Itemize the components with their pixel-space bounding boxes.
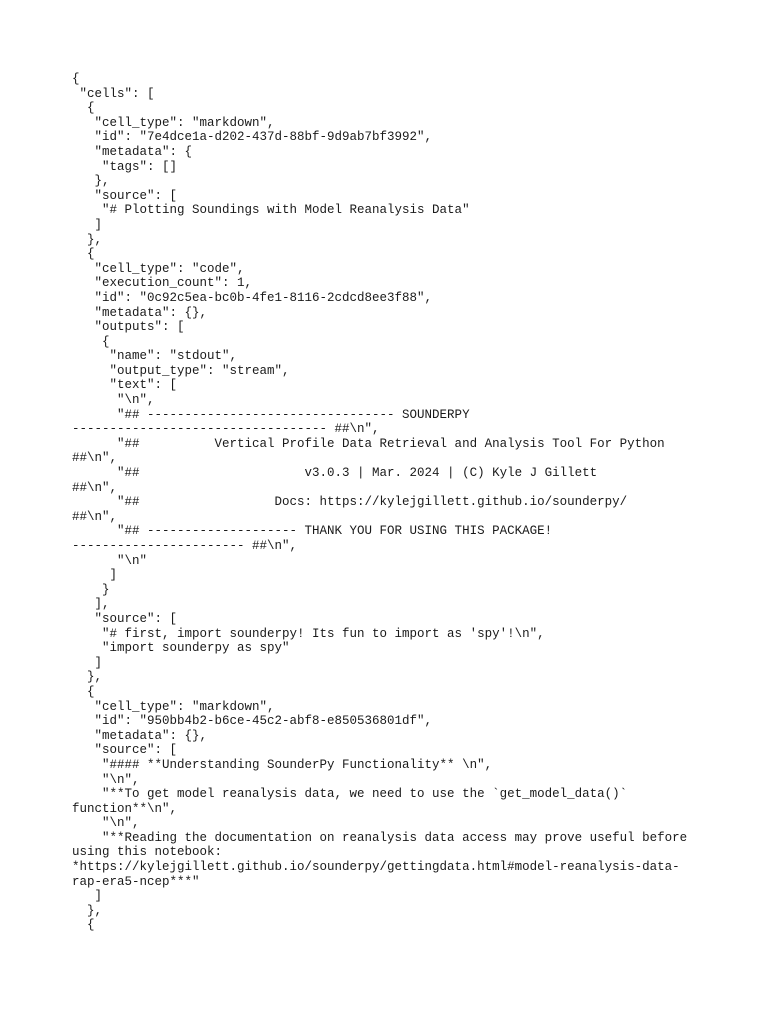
code-line: "name": "stdout", — [72, 349, 238, 364]
code-line: "text": [ — [72, 378, 178, 393]
code-line: { — [72, 101, 95, 116]
code-line: rap-era5-ncep***" — [72, 874, 200, 889]
code-line: "id": "7e4dce1a-d202-437d-88bf-9d9ab7bf3992", — [72, 130, 433, 145]
code-line: "metadata": {}, — [72, 305, 208, 320]
code-line: ] — [72, 217, 103, 232]
code-line: "id": "0c92c5ea-bc0b-4fe1-8116-2cdcd8ee3f88", — [72, 290, 433, 305]
code-line: }, — [72, 670, 103, 685]
code-line: "## -------------------- THANK YOU FOR USING THIS PACKAGE! — [72, 524, 553, 539]
code-line: "cells": [ — [72, 86, 155, 101]
code-line: "\n", — [72, 393, 155, 408]
code-line: "output_type": "stream", — [72, 363, 290, 378]
code-line: "\n", — [72, 816, 140, 831]
code-line: "id": "950bb4b2-b6ce-45c2-abf8-e850536801df", — [72, 714, 433, 729]
code-line: "cell_type": "markdown", — [72, 699, 275, 714]
code-line: ##\n", — [72, 509, 118, 524]
code-line: }, — [72, 174, 110, 189]
code-line: "source": [ — [72, 611, 178, 626]
code-line: }, — [72, 232, 103, 247]
code-line: "tags": [] — [72, 159, 178, 174]
code-line: { — [72, 72, 80, 86]
code-line: "cell_type": "markdown", — [72, 115, 275, 130]
code-line: { — [72, 247, 95, 262]
code-line: "## Docs: https://kylejgillett.github.io/sounderpy/ — [72, 495, 628, 510]
code-line: "## v3.0.3 | Mar. 2024 | (C) Kyle J Gillett — [72, 466, 598, 481]
code-line: "\n" — [72, 553, 148, 568]
code-line: "metadata": { — [72, 144, 193, 159]
code-line: ##\n", — [72, 451, 118, 466]
notebook-json-document — [72, 72, 712, 933]
code-line: ] — [72, 568, 118, 583]
code-line: ##\n", — [72, 480, 118, 495]
code-line: "metadata": {}, — [72, 728, 208, 743]
code-line: "cell_type": "code", — [72, 261, 245, 276]
code-line: "\n", — [72, 772, 140, 787]
code-line: } — [72, 582, 110, 597]
code-line: ] — [72, 889, 103, 904]
code-line: { — [72, 684, 95, 699]
code-line: "## --------------------------------- SOUNDERPY — [72, 407, 470, 422]
code-line: "**To get model reanalysis data, we need to use the `get_model_data()` — [72, 787, 628, 802]
code-line: "import sounderpy as spy" — [72, 641, 290, 656]
code-line: "# Plotting Soundings with Model Reanalysis Data" — [72, 203, 470, 218]
code-line: "#### **Understanding SounderPy Functionality** \n", — [72, 757, 493, 772]
code-line: "# first, import sounderpy! Its fun to import as 'spy'!\n", — [72, 626, 545, 641]
code-line: "execution_count": 1, — [72, 276, 253, 291]
code-line: ---------------------------------- ##\n", — [72, 422, 380, 437]
code-line: function**\n", — [72, 801, 178, 816]
code-line: "**Reading the documentation on reanalysis data access may prove useful before — [72, 830, 688, 845]
code-line: "outputs": [ — [72, 320, 185, 335]
code-line: { — [72, 918, 95, 933]
code-line: "source": [ — [72, 743, 178, 758]
code-line: "## Vertical Profile Data Retrieval and Analysis Tool For Python — [72, 436, 665, 451]
code-line: using this notebook: — [72, 845, 223, 860]
code-line: "source": [ — [72, 188, 178, 203]
code-line: ----------------------- ##\n", — [72, 539, 298, 553]
code-line: }, — [72, 903, 103, 918]
code-line: { — [72, 334, 110, 349]
code-line: *https://kylejgillett.github.io/sounderpy/gettingdata.html#model-reanalysis-data- — [72, 860, 680, 875]
code-line: ] — [72, 655, 103, 670]
code-line: ], — [72, 597, 110, 612]
